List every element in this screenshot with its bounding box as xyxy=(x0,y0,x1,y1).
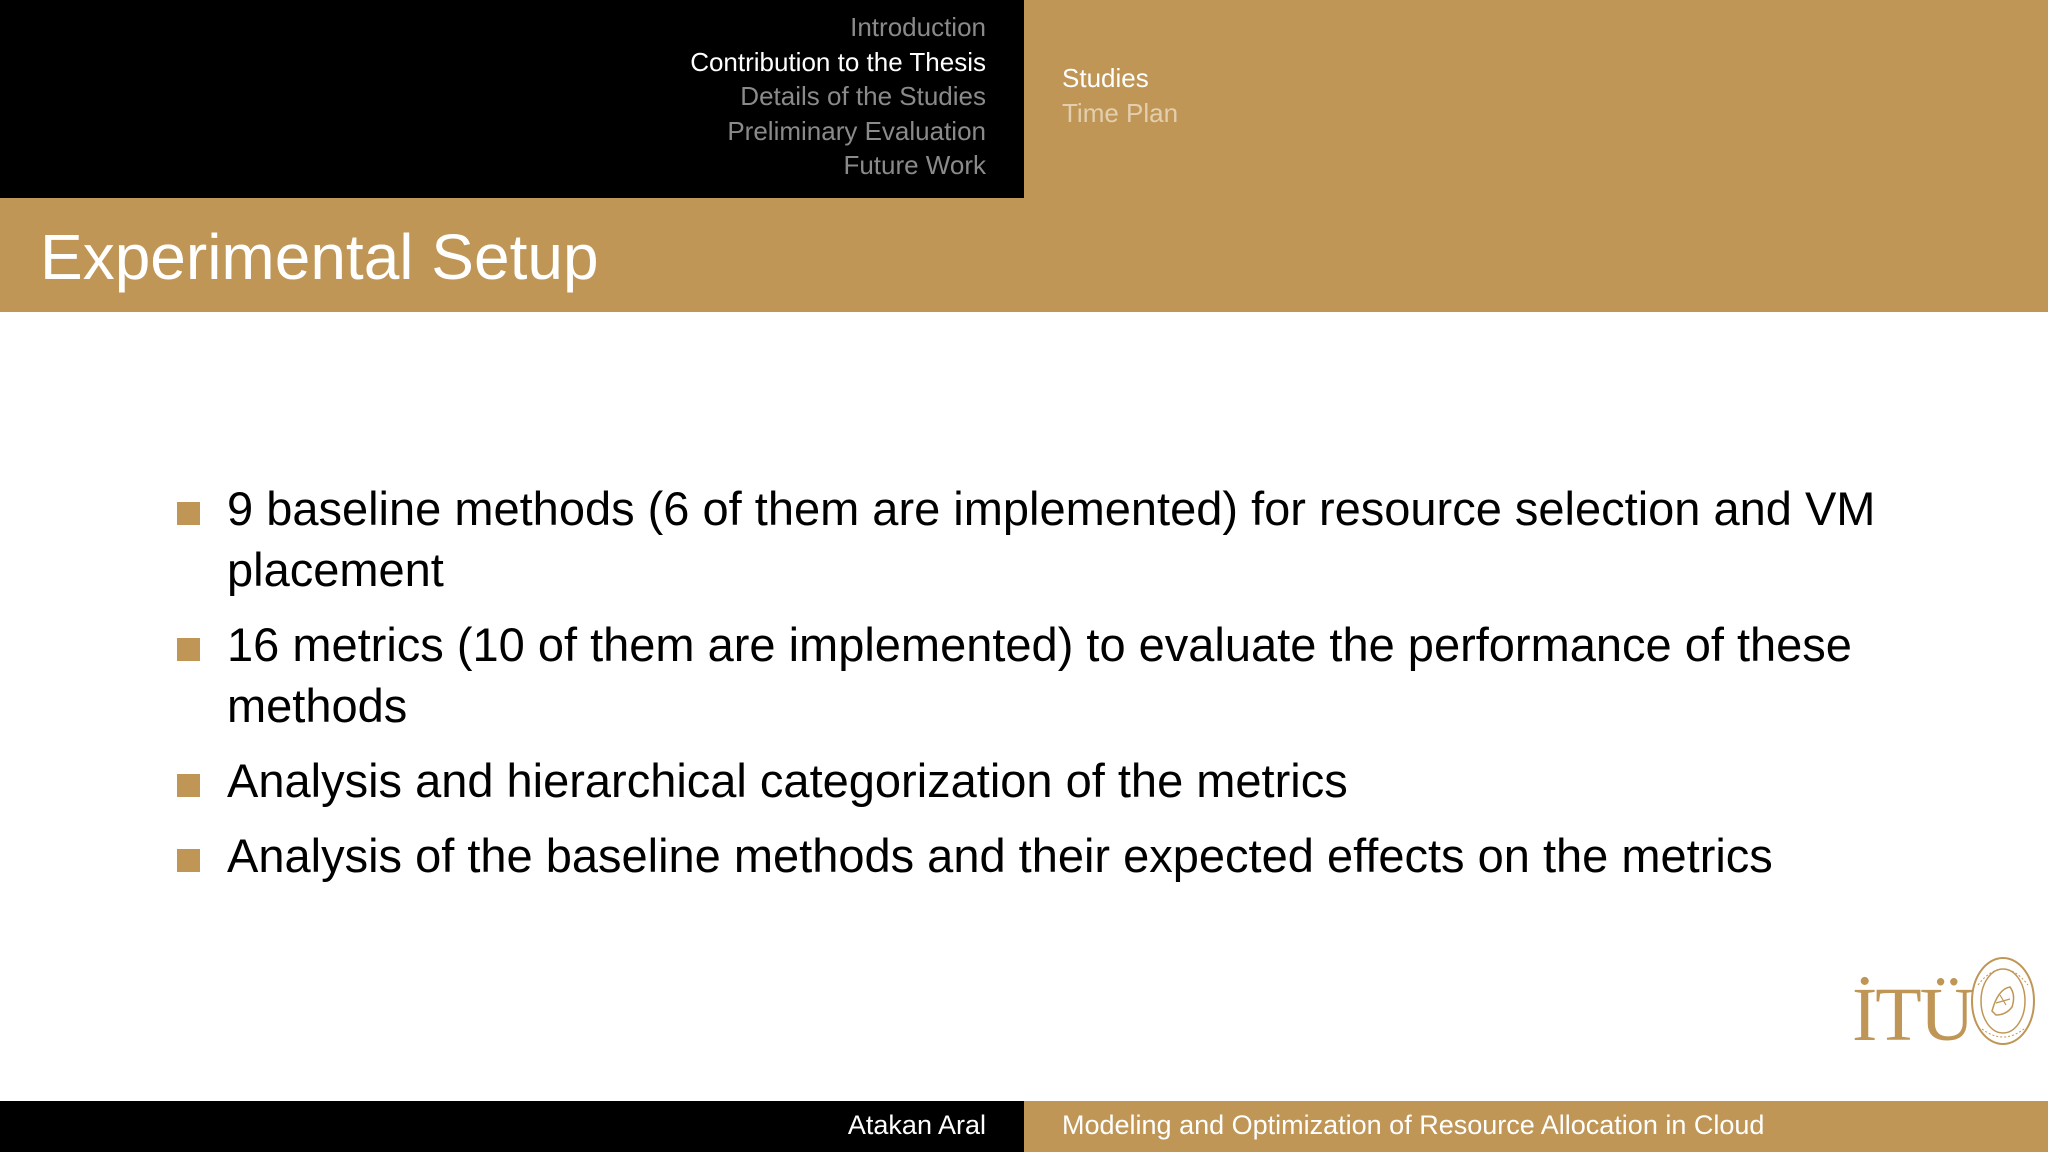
nav-section-preliminary-evaluation[interactable]: Preliminary Evaluation xyxy=(727,115,986,146)
nav-section-introduction[interactable]: Introduction xyxy=(850,12,986,42)
bullet-item xyxy=(175,750,1895,811)
square-bullet-icon xyxy=(177,849,200,872)
slide-title: Experimental Setup xyxy=(40,221,599,293)
logo-text: İTÜ xyxy=(1852,973,1973,1057)
footer-title-panel xyxy=(1024,1101,2048,1152)
nav-section-contribution[interactable]: Contribution to the Thesis xyxy=(690,46,986,77)
section-navigation xyxy=(690,10,986,183)
square-bullet-icon xyxy=(177,774,200,797)
bullet-text: 16 metrics (10 of them are implemented) to evaluate the performance of these methods xyxy=(227,618,1852,732)
footer-presentation-title: Modeling and Optimization of Resource Allocation in Cloud xyxy=(1062,1110,1765,1140)
square-bullet-icon xyxy=(177,638,200,661)
itu-logo xyxy=(1852,955,2037,1065)
header xyxy=(0,0,2048,198)
university-seal-icon xyxy=(1970,955,2036,1047)
title-bar xyxy=(0,198,2048,312)
nav-subsection-time-plan[interactable]: Time Plan xyxy=(1062,97,1179,128)
bullet-item xyxy=(175,478,1895,600)
nav-subsection-studies[interactable]: Studies xyxy=(1062,63,1149,93)
subsection-navigation xyxy=(1062,61,1178,130)
nav-section-details[interactable]: Details of the Studies xyxy=(740,81,986,111)
header-sections-panel xyxy=(0,0,1024,198)
bullet-text: Analysis and hierarchical categorization of the metrics xyxy=(227,754,1348,807)
footer-author: Atakan Aral xyxy=(847,1110,986,1140)
nav-section-future-work[interactable]: Future Work xyxy=(843,150,986,180)
bullet-text: 9 baseline methods (6 of them are implemented) for resource selection and VM placement xyxy=(227,482,1876,596)
square-bullet-icon xyxy=(177,502,200,525)
header-subsections-panel xyxy=(1024,0,2048,198)
bullet-item xyxy=(175,614,1895,736)
footer-author-panel xyxy=(0,1101,1024,1152)
bullet-item xyxy=(175,825,1895,886)
bullet-text: Analysis of the baseline methods and their expected effects on the metrics xyxy=(227,829,1773,882)
bullet-list xyxy=(175,478,1895,900)
